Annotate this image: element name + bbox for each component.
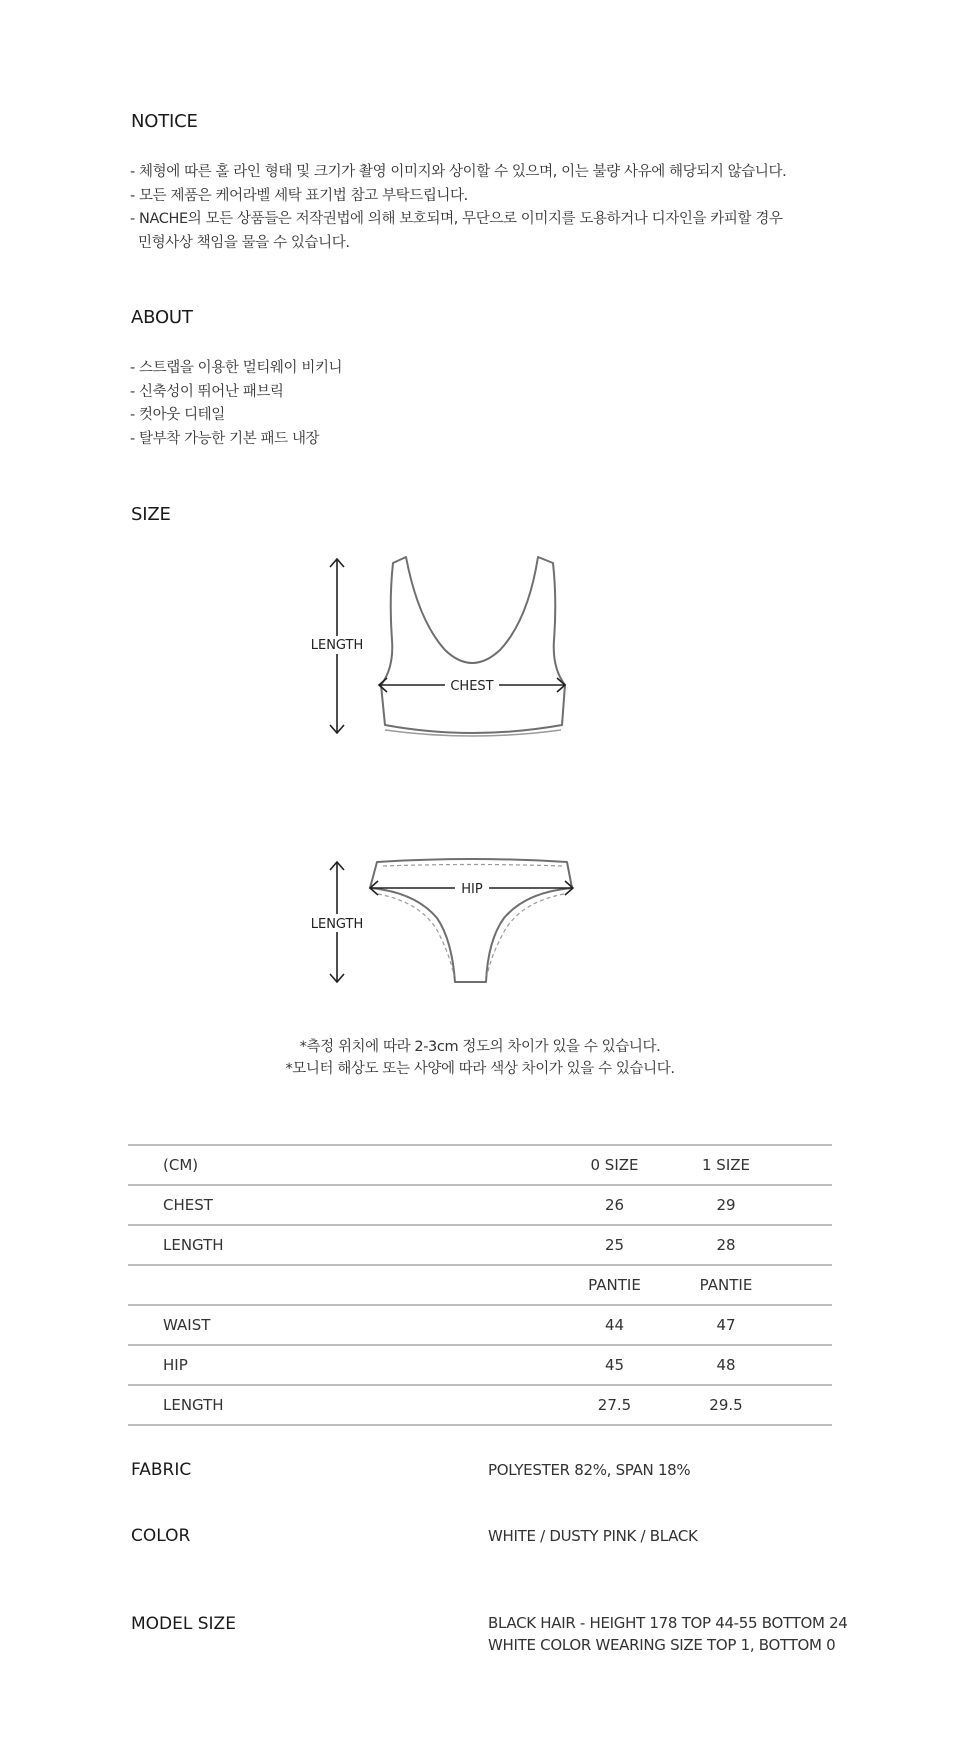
bottom-length-label: LENGTH <box>310 917 364 932</box>
size-0-value: 27.5 <box>559 1385 670 1425</box>
model-size-value <box>488 1612 848 1656</box>
size-0-value: PANTIE <box>559 1265 670 1305</box>
table-row <box>128 1385 832 1425</box>
size-1-value: 29 <box>670 1185 782 1225</box>
size-1-value: 28 <box>670 1225 782 1265</box>
table-row <box>128 1145 832 1185</box>
model-size-line: WHITE COLOR WEARING SIZE TOP 1, BOTTOM 0 <box>488 1636 836 1654</box>
model-size-label: MODEL SIZE <box>131 1614 236 1634</box>
size-0-value: 45 <box>559 1345 670 1385</box>
notice-line: 민형사상 책임을 물을 수 있습니다. <box>138 234 350 251</box>
size-table <box>128 1144 832 1426</box>
row-label: HIP <box>128 1345 559 1385</box>
waist-stitch <box>383 865 562 867</box>
left-leg-stitch <box>378 894 454 976</box>
disclaimer-line: *측정 위치에 따라 2-3cm 정도의 차이가 있을 수 있습니다. <box>299 1039 661 1055</box>
size-0-value: 26 <box>559 1185 670 1225</box>
top-length-label: LENGTH <box>310 638 364 653</box>
size-1-value: PANTIE <box>670 1265 782 1305</box>
table-padding <box>782 1345 832 1385</box>
row-label <box>128 1265 559 1305</box>
disclaimer-line: *모니터 해상도 또는 사양에 따라 색상 차이가 있을 수 있습니다. <box>285 1061 675 1077</box>
notice-line: - 모든 제품은 케어라벨 세탁 표기법 참고 부탁드립니다. <box>130 187 468 204</box>
table-row <box>128 1305 832 1345</box>
size-1-value: 48 <box>670 1345 782 1385</box>
table-padding <box>782 1385 832 1425</box>
size-0-value: 0 SIZE <box>559 1145 670 1185</box>
size-1-value: 29.5 <box>670 1385 782 1425</box>
color-value: WHITE / DUSTY PINK / BLACK <box>488 1527 698 1545</box>
row-label: (CM) <box>128 1145 559 1185</box>
row-label: CHEST <box>128 1185 559 1225</box>
row-label: WAIST <box>128 1305 559 1345</box>
size-disclaimer <box>0 1036 960 1080</box>
notice-title: NOTICE <box>131 111 198 132</box>
notice-line: - NACHE의 모든 상품들은 저작권법에 의해 보호되며, 무단으로 이미지를 도용하거나 디자인을 카피할 경우 <box>130 211 783 227</box>
fabric-label: FABRIC <box>131 1460 192 1480</box>
row-label: LENGTH <box>128 1225 559 1265</box>
about-line: - 컷아웃 디테일 <box>130 407 225 423</box>
about-title: ABOUT <box>131 307 193 328</box>
table-row <box>128 1345 832 1385</box>
top-chest-label: CHEST <box>450 679 494 694</box>
about-line: - 탈부착 가능한 기본 패드 내장 <box>130 430 320 447</box>
about-line: - 스트랩을 이용한 멀티웨이 비키니 <box>130 360 343 376</box>
table-row <box>128 1185 832 1225</box>
row-label: LENGTH <box>128 1385 559 1425</box>
size-1-value: 47 <box>670 1305 782 1345</box>
table-padding <box>782 1185 832 1225</box>
right-leg-stitch <box>487 894 564 976</box>
fabric-value: POLYESTER 82%, SPAN 18% <box>488 1461 691 1479</box>
table-padding <box>782 1305 832 1345</box>
table-padding <box>782 1225 832 1265</box>
table-row <box>128 1225 832 1265</box>
bikini-bottom-outline <box>370 859 572 982</box>
size-1-value: 1 SIZE <box>670 1145 782 1185</box>
table-row <box>128 1265 832 1305</box>
bottom-hip-label: HIP <box>461 882 483 897</box>
about-line: - 신축성이 뛰어난 패브릭 <box>130 383 284 400</box>
size-0-value: 25 <box>559 1225 670 1265</box>
size-0-value: 44 <box>559 1305 670 1345</box>
model-size-line: BLACK HAIR - HEIGHT 178 TOP 44-55 BOTTOM 24 <box>488 1614 848 1632</box>
table-padding <box>782 1145 832 1185</box>
color-label: COLOR <box>131 1526 191 1546</box>
size-title: SIZE <box>131 504 171 525</box>
table-padding <box>782 1265 832 1305</box>
notice-line: - 체형에 따른 홀 라인 형태 및 크기가 촬영 이미지와 상이할 수 있으며, 이는 불량 사유에 해당되지 않습니다. <box>130 164 787 180</box>
